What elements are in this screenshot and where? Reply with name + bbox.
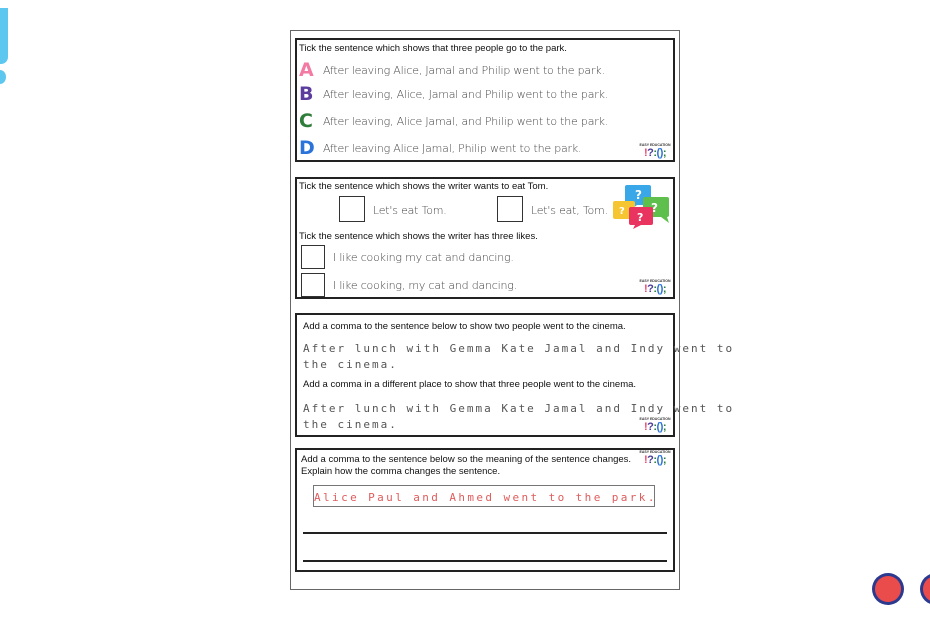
- option-c-text[interactable]: After leaving, Alice Jamal, and Philip went to the park.: [323, 115, 609, 128]
- tick-box-cooking-my-cat[interactable]: [301, 245, 325, 269]
- svg-text:?: ?: [635, 188, 642, 202]
- question-box-1: [295, 38, 675, 162]
- cinema-sentence-1-line-2[interactable]: the cinema.: [303, 358, 398, 371]
- question-4-text-line-1: Add a comma to the sentence below so the meaning of the sentence changes.: [301, 454, 632, 465]
- badge-icon[interactable]: [872, 573, 904, 605]
- question-box-3: [295, 313, 735, 437]
- badge-icon-partial[interactable]: [920, 573, 930, 605]
- tick-box-lets-eat-comma-tom[interactable]: [497, 196, 523, 222]
- question-3a-text: Add a comma to the sentence below to show two people went to the cinema.: [303, 321, 626, 332]
- cinema-sentence-1-line-1[interactable]: After lunch with Gemma Kate Jamal and Indy went to: [303, 342, 735, 355]
- question-2a-text: Tick the sentence which shows the writer wants to eat Tom.: [299, 181, 549, 192]
- tick-box-lets-eat-tom[interactable]: [339, 196, 365, 222]
- svg-text:?: ?: [651, 201, 658, 215]
- question-1-text: Tick the sentence which shows that three people go to the park.: [299, 43, 567, 54]
- question-2b-text: Tick the sentence which shows the writer has three likes.: [299, 231, 538, 242]
- question-box-4: [295, 448, 675, 572]
- speech-bubbles-icon: [611, 183, 673, 229]
- worksheet-page: [290, 30, 735, 590]
- option-lets-eat-comma-tom-text: Let's eat, Tom.: [531, 204, 608, 217]
- park-sentence-text: Alice Paul and Ahmed went to the park.: [314, 491, 657, 504]
- tick-box-cooking-comma-my-cat[interactable]: [301, 273, 325, 297]
- answer-line-2[interactable]: [303, 560, 667, 562]
- option-cooking-comma-my-cat-text: I like cooking, my cat and dancing.: [333, 279, 517, 292]
- easy-education-logo: EASY EDUCATION !?:();: [639, 279, 671, 295]
- easy-education-logo: EASY EDUCATION !?:();: [639, 450, 671, 466]
- question-box-2: [295, 177, 675, 299]
- option-cooking-my-cat-text: I like cooking my cat and dancing.: [333, 251, 514, 264]
- cinema-sentence-2-line-2[interactable]: the cinema.: [303, 418, 398, 431]
- option-b-letter-icon: B: [299, 83, 314, 105]
- cinema-sentence-2-line-1[interactable]: After lunch with Gemma Kate Jamal and Indy went to: [303, 402, 735, 415]
- option-a-text[interactable]: After leaving Alice, Jamal and Philip went to the park.: [323, 64, 605, 77]
- svg-text:?: ?: [619, 206, 625, 217]
- option-lets-eat-tom-text: Let's eat Tom.: [373, 204, 447, 217]
- svg-text:?: ?: [637, 211, 644, 224]
- sentence-answer-box[interactable]: [313, 485, 655, 507]
- option-d-letter-icon: D: [299, 137, 315, 159]
- easy-education-logo: EASY EDUCATION !?:();: [639, 417, 671, 433]
- option-a-letter-icon: A: [299, 59, 314, 81]
- answer-line-1[interactable]: [303, 532, 667, 534]
- question-3b-text: Add a comma in a different place to show that three people went to the cinema.: [303, 379, 637, 390]
- question-4-text-line-2: Explain how the comma changes the sentence.: [301, 466, 501, 477]
- option-b-text[interactable]: After leaving, Alice, Jamal and Philip went to the park.: [323, 88, 609, 101]
- option-c-letter-icon: C: [299, 110, 313, 132]
- option-d-text[interactable]: After leaving Alice Jamal, Philip went to the park.: [323, 142, 582, 155]
- exclamation-decoration-icon: [0, 8, 14, 88]
- easy-education-logo: EASY EDUCATION !?:();: [639, 143, 671, 159]
